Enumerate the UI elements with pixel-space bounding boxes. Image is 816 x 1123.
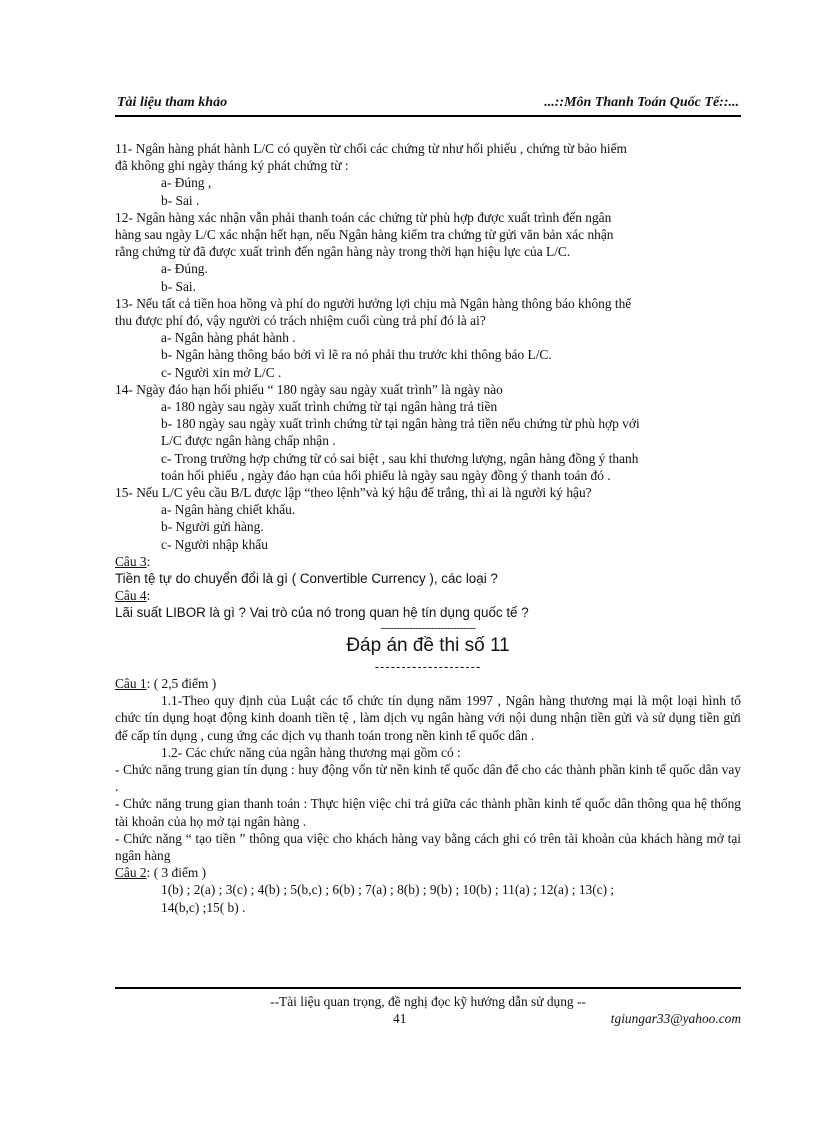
cau2-score: : ( 3 điểm ): [146, 865, 207, 881]
q12-option-b: b- Sai.: [161, 278, 196, 294]
q14-option-c-line1: c- Trong trường hợp chứng từ có sai biệt , sau khi thương lượng, ngân hàng đồng ý thanh: [161, 450, 639, 466]
cau4-heading: [115, 587, 741, 604]
q12-line1: 12- Ngân hàng xác nhận vẫn phải thanh toán các chứng từ phù hợp được xuất trình đến ngân: [115, 209, 612, 225]
cau3-colon: :: [146, 553, 151, 569]
cau3-heading: [115, 553, 741, 570]
answer-1-1: 1.1-Theo quy định của Luật các tổ chức tín dụng năm 1997 , Ngân hàng thương mại là một loại hình tổ chức tín dụng hoạt động kinh doanh tiền tệ , làm dịch vụ ngân hàng với nội dung nhận tiền gửi và sử dụng tiền gửi để cấp tín dụng , cung ứng các dịch vụ thanh toán trong nền kinh tế quốc dân .: [115, 693, 741, 743]
function-credit: - Chức năng trung gian tín dụng : huy động vốn từ nền kinh tế quốc dân để cho các thành phần kinh tế quốc dân vay .: [115, 761, 741, 795]
q13-line1: 13- Nếu tất cả tiền hoa hồng và phí do người hưởng lợi chịu mà Ngân hàng thông báo không thể: [115, 295, 632, 311]
header-left-title: Tài liệu tham khảo: [117, 95, 228, 110]
answer-title: Đáp án đề thi số 11: [346, 634, 510, 656]
page-header: [115, 93, 741, 117]
cau2-answers-line1: 1(b) ; 2(a) ; 3(c) ; 4(b) ; 5(b,c) ; 6(b) ; 7(a) ; 8(b) ; 9(b) ; 10(b) ; 11(a) ; 12(a) ; 13(c) ;: [161, 882, 615, 898]
footer-rule: [115, 987, 741, 989]
q13-option-b: b- Ngân hàng thông báo bởi vì lẽ ra nó phải thu trước khi thông báo L/C.: [161, 347, 552, 363]
page-number: 41: [393, 1011, 407, 1026]
cau4-colon: :: [146, 588, 151, 604]
cau1-score: : ( 2,5 điểm ): [146, 675, 217, 691]
cau1-label: Câu 1: [115, 675, 147, 691]
cau2-heading: [115, 864, 741, 881]
cau3-label: Câu 3: [115, 553, 147, 569]
separator-mid: --------------------: [374, 658, 482, 674]
q14-option-c-line2: toán hối phiếu , ngày đáo hạn của hối phiếu là ngày sau ngày đồng ý thanh toán đó .: [161, 467, 611, 483]
q14-option-b-line2: L/C được ngân hàng chấp nhận .: [161, 433, 336, 449]
q14-line1: 14- Ngày đáo hạn hối phiếu “ 180 ngày sau ngày xuất trình” là ngày nào: [115, 381, 503, 397]
q11-line1: 11- Ngân hàng phát hành L/C có quyền từ chối các chứng từ như hối phiếu , chứng từ bảo hiểm: [115, 141, 627, 156]
q13-option-c: c- Người xin mở L/C .: [161, 364, 282, 380]
page-content: [115, 140, 741, 916]
q12-line3: rằng chứng từ đã được xuất trình đến ngân hàng này trong thời hạn hiệu lực của L/C.: [115, 244, 571, 260]
footer-note: --Tài liệu quan trọng, đề nghị đọc kỹ hướng dẫn sử dụng --: [270, 994, 586, 1009]
q14-option-b-line1: b- 180 ngày sau ngày xuất trình chứng từ tại ngân hàng trả tiền nếu chứng từ phù hợp với: [161, 416, 640, 432]
q13-option-a: a- Ngân hàng phát hành .: [161, 330, 296, 346]
answer-1-2: 1.2- Các chức năng của ngân hàng thương mại gồm có :: [161, 744, 461, 760]
q11-line2: đã không ghi ngày tháng ký phát chứng từ :: [115, 158, 349, 174]
cau4-text: Lãi suất LIBOR là gì ? Vai trò của nó trong quan hệ tín dụng quốc tế ?: [115, 605, 529, 621]
q15-option-b: b- Người gửi hàng.: [161, 519, 264, 535]
cau1-heading: [115, 675, 741, 692]
header-right-title: ...::Môn Thanh Toán Quốc Tế::...: [544, 95, 739, 110]
function-money-creation: - Chức năng “ tạo tiền ” thông qua việc cho khách hàng vay bằng cách ghi có trên tài khoản của khách hàng mở tại ngân hàng: [115, 830, 741, 863]
cau2-label: Câu 2: [115, 865, 147, 881]
cau2-answers-line2: 14(b,c) ;15( b) .: [161, 899, 246, 915]
separator-short: ------------------------------: [380, 621, 476, 634]
q15-line1: 15- Nếu L/C yêu cầu B/L được lập “theo lệnh”và ký hậu để trắng, thì ai là người ký hậu?: [115, 485, 592, 501]
cau4-label: Câu 4: [115, 588, 147, 604]
q11-option-a: a- Đúng ,: [161, 175, 212, 191]
footer-email: tgiungar33@yahoo.com: [610, 1011, 741, 1026]
function-payment: - Chức năng trung gian thanh toán : Thực hiện việc chi trả giữa các thành phần kinh tế quốc dân thông qua hệ thống tài khoản của họ mở tại ngân hàng .: [115, 796, 741, 829]
q14-option-a: a- 180 ngày sau ngày xuất trình chứng từ tại ngân hàng trả tiền: [161, 399, 498, 415]
q12-line2: hàng sau ngày L/C xác nhận hết hạn, nếu Ngân hàng kiểm tra chứng từ gửi văn bản xác nhận: [115, 227, 614, 243]
q15-option-c: c- Người nhập khẩu: [161, 536, 268, 552]
q12-option-a: a- Đúng.: [161, 261, 208, 277]
q13-line2: thu được phí đó, vậy người có trách nhiệm cuối cùng trả phí đó là ai?: [115, 313, 486, 329]
q11-option-b: b- Sai .: [161, 192, 200, 208]
q15-option-a: a- Ngân hàng chiết khấu.: [161, 502, 296, 518]
cau3-text: Tiền tệ tự do chuyển đổi là gì ( Convertible Currency ), các loại ?: [115, 571, 498, 587]
